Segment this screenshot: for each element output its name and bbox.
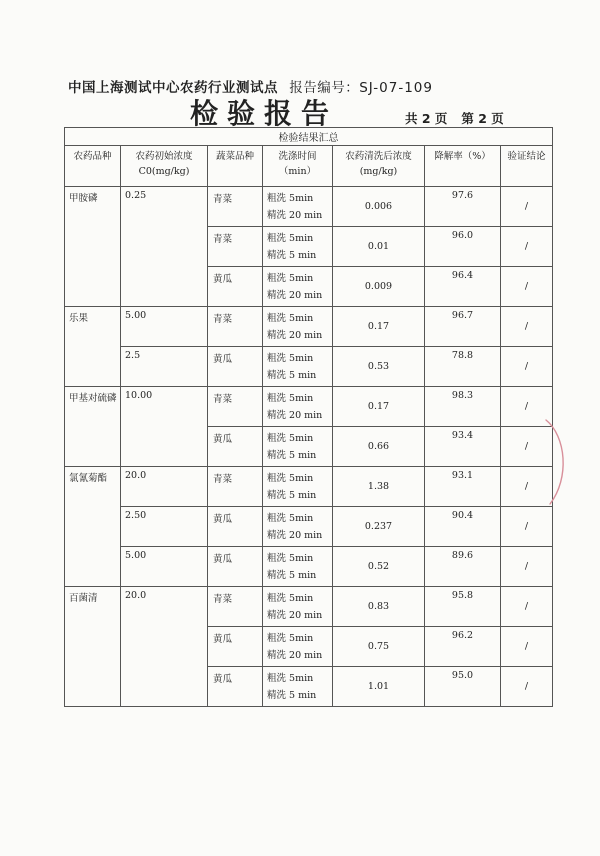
wash-step: 粗洗 5min bbox=[267, 273, 314, 284]
residual-concentration-cell: 0.83 bbox=[333, 587, 425, 627]
degradation-rate-cell: 95.8 bbox=[425, 587, 501, 627]
conclusion-cell: / bbox=[501, 587, 553, 627]
wash-time-cell bbox=[263, 427, 333, 467]
wash-time-cell bbox=[263, 387, 333, 427]
wash-step: 粗洗 5min bbox=[267, 633, 314, 644]
table-row bbox=[65, 347, 553, 387]
table-row bbox=[65, 507, 553, 547]
residual-concentration-cell: 0.53 bbox=[333, 347, 425, 387]
wash-step: 粗洗 5min bbox=[267, 513, 314, 524]
table-body bbox=[65, 187, 553, 707]
report-number: SJ-07-109 bbox=[359, 80, 433, 96]
wash-step: 粗洗 5min bbox=[267, 313, 314, 324]
wash-time-cell bbox=[263, 267, 333, 307]
column-header-text: （min） bbox=[278, 166, 317, 177]
column-header-text: 农药初始浓度 bbox=[135, 151, 193, 162]
conclusion-cell: / bbox=[501, 267, 553, 307]
wash-step: 精洗 5 min bbox=[267, 690, 317, 701]
table-row bbox=[65, 307, 553, 347]
institution-name: 中国上海测试中心农药行业测试点 bbox=[68, 80, 278, 96]
residual-concentration-cell: 0.006 bbox=[333, 187, 425, 227]
initial-concentration-cell: 5.00 bbox=[121, 307, 208, 347]
pesticide-cell: 氯氰菊酯 bbox=[65, 467, 121, 587]
wash-step: 粗洗 5min bbox=[267, 193, 314, 204]
column-header-text: (mg/kg) bbox=[359, 166, 398, 177]
pesticide-cell: 甲基对硫磷 bbox=[65, 387, 121, 467]
vegetable-cell: 青菜 bbox=[208, 227, 263, 267]
column-vegetable bbox=[208, 146, 263, 187]
wash-time-cell bbox=[263, 547, 333, 587]
results-summary-table bbox=[64, 127, 553, 707]
wash-step: 精洗 20 min bbox=[267, 610, 323, 621]
vegetable-cell: 黄瓜 bbox=[208, 627, 263, 667]
table-row bbox=[65, 187, 553, 227]
table-row bbox=[65, 467, 553, 507]
column-wash-time bbox=[263, 146, 333, 187]
wash-step: 精洗 5 min bbox=[267, 250, 317, 261]
residual-concentration-cell: 0.17 bbox=[333, 387, 425, 427]
residual-concentration-cell: 0.66 bbox=[333, 427, 425, 467]
vegetable-cell: 黄瓜 bbox=[208, 267, 263, 307]
conclusion-cell: / bbox=[501, 227, 553, 267]
wash-time-cell bbox=[263, 227, 333, 267]
wash-time-cell bbox=[263, 347, 333, 387]
table-row bbox=[65, 387, 553, 427]
vegetable-cell: 黄瓜 bbox=[208, 347, 263, 387]
pen-mark bbox=[544, 418, 574, 508]
wash-step: 粗洗 5min bbox=[267, 233, 314, 244]
degradation-rate-cell: 93.1 bbox=[425, 467, 501, 507]
column-residual-concentration bbox=[333, 146, 425, 187]
conclusion-cell: / bbox=[501, 667, 553, 707]
wash-step: 粗洗 5min bbox=[267, 593, 314, 604]
wash-time-cell bbox=[263, 467, 333, 507]
wash-time-cell bbox=[263, 507, 333, 547]
residual-concentration-cell: 0.009 bbox=[333, 267, 425, 307]
conclusion-cell: / bbox=[501, 427, 553, 467]
wash-time-cell bbox=[263, 627, 333, 667]
residual-concentration-cell: 0.01 bbox=[333, 227, 425, 267]
conclusion-cell: / bbox=[501, 627, 553, 667]
conclusion-cell: / bbox=[501, 547, 553, 587]
degradation-rate-cell: 89.6 bbox=[425, 547, 501, 587]
table-caption: 检验结果汇总 bbox=[65, 128, 553, 146]
residual-concentration-cell: 0.52 bbox=[333, 547, 425, 587]
vegetable-cell: 黄瓜 bbox=[208, 667, 263, 707]
degradation-rate-cell: 78.8 bbox=[425, 347, 501, 387]
column-header-text: 降解率（%） bbox=[434, 151, 491, 162]
degradation-rate-cell: 96.7 bbox=[425, 307, 501, 347]
residual-concentration-cell: 0.17 bbox=[333, 307, 425, 347]
vegetable-cell: 青菜 bbox=[208, 187, 263, 227]
wash-step: 精洗 20 min bbox=[267, 650, 323, 661]
degradation-rate-cell: 95.0 bbox=[425, 667, 501, 707]
initial-concentration-cell: 2.50 bbox=[121, 507, 208, 547]
column-header-text: 农药清洗后浓度 bbox=[345, 151, 412, 162]
column-header-text: 蔬菜品种 bbox=[215, 151, 254, 162]
degradation-rate-cell: 90.4 bbox=[425, 507, 501, 547]
column-pesticide bbox=[65, 146, 121, 187]
report-title: 检验报告 bbox=[190, 97, 339, 130]
column-initial-concentration bbox=[121, 146, 208, 187]
wash-step: 粗洗 5min bbox=[267, 673, 314, 684]
vegetable-cell: 黄瓜 bbox=[208, 547, 263, 587]
wash-step: 粗洗 5min bbox=[267, 553, 314, 564]
wash-time-cell bbox=[263, 667, 333, 707]
wash-step: 精洗 20 min bbox=[267, 210, 323, 221]
conclusion-cell: / bbox=[501, 307, 553, 347]
degradation-rate-cell: 93.4 bbox=[425, 427, 501, 467]
conclusion-cell: / bbox=[501, 467, 553, 507]
wash-step: 粗洗 5min bbox=[267, 433, 314, 444]
degradation-rate-cell: 96.4 bbox=[425, 267, 501, 307]
residual-concentration-cell: 1.01 bbox=[333, 667, 425, 707]
residual-concentration-cell: 0.237 bbox=[333, 507, 425, 547]
current-page: 第 2 页 bbox=[461, 111, 504, 126]
column-header-text: 农药品种 bbox=[73, 151, 112, 162]
pesticide-cell: 乐果 bbox=[65, 307, 121, 387]
wash-time-cell bbox=[263, 307, 333, 347]
vegetable-cell: 青菜 bbox=[208, 307, 263, 347]
column-header-row bbox=[65, 146, 553, 187]
table-row bbox=[65, 547, 553, 587]
initial-concentration-cell: 5.00 bbox=[121, 547, 208, 587]
wash-step: 粗洗 5min bbox=[267, 353, 314, 364]
pesticide-cell: 百菌清 bbox=[65, 587, 121, 707]
column-conclusion bbox=[501, 146, 553, 187]
vegetable-cell: 青菜 bbox=[208, 467, 263, 507]
vegetable-cell: 青菜 bbox=[208, 387, 263, 427]
initial-concentration-cell: 2.5 bbox=[121, 347, 208, 387]
wash-step: 精洗 5 min bbox=[267, 450, 317, 461]
wash-step: 精洗 20 min bbox=[267, 330, 323, 341]
table-row bbox=[65, 587, 553, 627]
conclusion-cell: / bbox=[501, 187, 553, 227]
column-header-text: 验证结论 bbox=[507, 151, 546, 162]
wash-time-cell bbox=[263, 187, 333, 227]
vegetable-cell: 黄瓜 bbox=[208, 427, 263, 467]
residual-concentration-cell: 0.75 bbox=[333, 627, 425, 667]
total-pages: 共 2 页 bbox=[405, 111, 448, 126]
vegetable-cell: 青菜 bbox=[208, 587, 263, 627]
residual-concentration-cell: 1.38 bbox=[333, 467, 425, 507]
wash-step: 精洗 5 min bbox=[267, 570, 317, 581]
degradation-rate-cell: 96.2 bbox=[425, 627, 501, 667]
pesticide-cell: 甲胺磷 bbox=[65, 187, 121, 307]
conclusion-cell: / bbox=[501, 507, 553, 547]
page-indicator bbox=[405, 109, 518, 127]
wash-step: 精洗 20 min bbox=[267, 290, 323, 301]
vegetable-cell: 黄瓜 bbox=[208, 507, 263, 547]
wash-step: 精洗 5 min bbox=[267, 490, 317, 501]
initial-concentration-cell: 20.0 bbox=[121, 467, 208, 507]
degradation-rate-cell: 96.0 bbox=[425, 227, 501, 267]
report-number-label: 报告编号： bbox=[289, 80, 360, 96]
wash-step: 精洗 5 min bbox=[267, 370, 317, 381]
column-header-text: C0(mg/kg) bbox=[138, 166, 190, 177]
wash-step: 精洗 20 min bbox=[267, 530, 323, 541]
column-header-text: 洗涤时间 bbox=[278, 151, 317, 162]
wash-step: 粗洗 5min bbox=[267, 473, 314, 484]
wash-time-cell bbox=[263, 587, 333, 627]
degradation-rate-cell: 97.6 bbox=[425, 187, 501, 227]
initial-concentration-cell: 0.25 bbox=[121, 187, 208, 307]
initial-concentration-cell: 20.0 bbox=[121, 587, 208, 707]
degradation-rate-cell: 98.3 bbox=[425, 387, 501, 427]
conclusion-cell: / bbox=[501, 347, 553, 387]
wash-step: 精洗 20 min bbox=[267, 410, 323, 421]
wash-step: 粗洗 5min bbox=[267, 393, 314, 404]
conclusion-cell: / bbox=[501, 387, 553, 427]
column-degradation-rate bbox=[425, 146, 501, 187]
initial-concentration-cell: 10.00 bbox=[121, 387, 208, 467]
